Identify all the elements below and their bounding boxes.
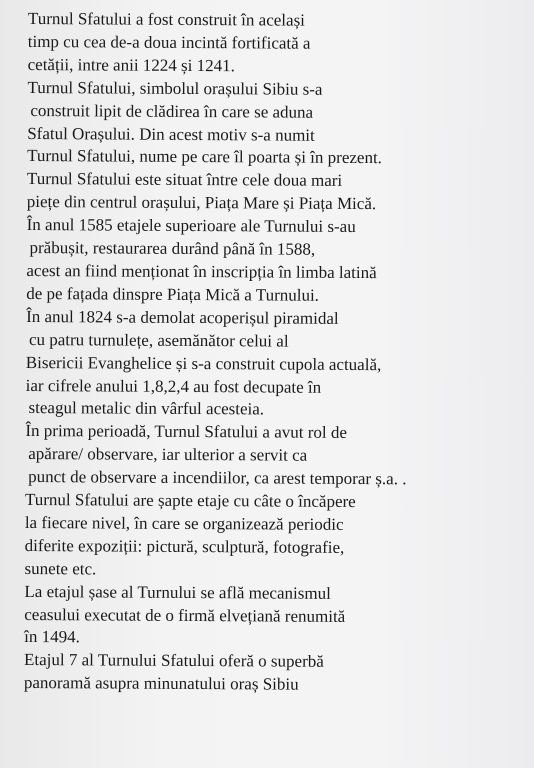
text-line: punct de observare a incendiilor, ca arest temporar ș.a. .	[28, 467, 407, 489]
text-line: prăbușit, restaurarea durând până în 1588,	[29, 238, 316, 259]
text-line: apărare/ observare, iar ulterior a servit ca	[28, 444, 308, 465]
text-line: în 1494.	[24, 627, 80, 647]
text-line: În anul 1824 s-a demolat acoperișul piramidal	[26, 306, 339, 328]
text-line: În anul 1585 etajele superioare ale Turnului s-au	[26, 215, 356, 237]
text-line: Turnul Sfatului, simbolul orașului Sibiu s-a	[27, 77, 323, 99]
text-line: diferite expoziții: pictură, sculptură, fotografie,	[24, 535, 345, 557]
text-line: Turnul Sfatului este situat între cele doua mari	[26, 169, 343, 191]
text-line: Bisericii Evanghelice și s-a construit cupola actuală,	[25, 352, 382, 374]
text-line: steagul metalic din vârful acesteia.	[28, 398, 265, 419]
text-line: la fiecare nivel, în care se organizează periodic	[24, 512, 344, 534]
text-line: cu patru turnulețe, asemănător celui al	[28, 329, 289, 351]
text-line: de pe fațada dinspre Piața Mică a Turnului.	[26, 283, 320, 305]
text-line: Turnul Sfatului a fost construit în același	[27, 8, 306, 30]
text-line: Etajul 7 al Turnului Sfatului oferă o superbă	[23, 650, 324, 672]
text-line: În prima perioadă, Turnul Sfatului a avut rol de	[25, 421, 348, 443]
document-text	[24, 8, 528, 698]
text-line: panoramă asupra minunatului oraș Sibiu	[23, 673, 299, 694]
text-line: acest an fiind menționat în inscripția în limba latină	[26, 260, 377, 283]
text-line: sunete etc.	[24, 558, 97, 579]
text-line: Sfatul Orașului. Din acest motiv s-a numit	[27, 123, 315, 145]
text-line: piețe din centrul orașului, Piața Mare și Piața Mică.	[26, 192, 377, 214]
text-line: Turnul Sfatului, nume pe care îl poarta și în prezent.	[27, 146, 383, 168]
text-line: cetății, intre anii 1224 și 1241.	[27, 54, 235, 76]
text-line: iar cifrele anului 1,8,2,4 au fost decupate în	[25, 375, 322, 397]
text-line: Turnul Sfatului are șapte etaje cu câte o încăpere	[24, 490, 356, 512]
text-line: construit lipit de clădirea în care se aduna	[30, 100, 314, 122]
text-line: La etajul șase al Turnului se află mecanismul	[24, 581, 331, 603]
text-line: timp cu cea de-a doua incintă fortificată a	[27, 31, 311, 53]
text-line: ceasului executat de o firmă elvețiană renumită	[24, 604, 346, 626]
